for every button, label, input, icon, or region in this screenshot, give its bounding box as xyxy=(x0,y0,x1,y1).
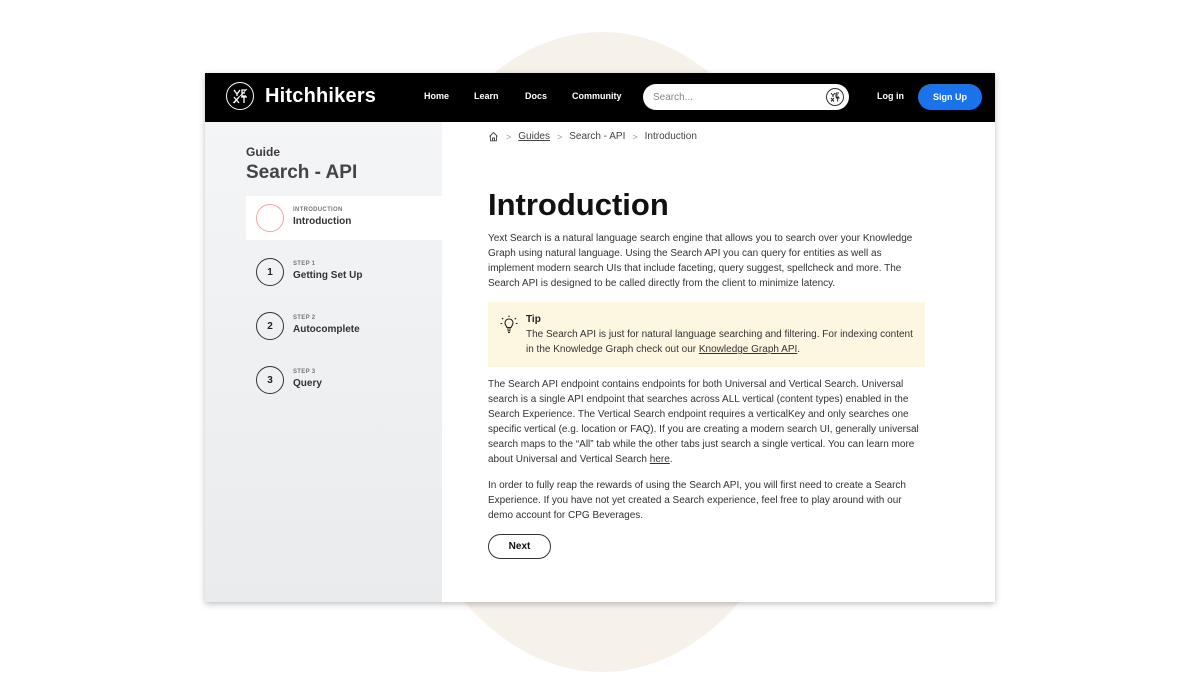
step-kicker: INTRODUCTION xyxy=(293,207,343,213)
intro-paragraph: Yext Search is a natural language search engine that allows you to search over your Knowledge Graph using natural language. Using the Search API you can query for entities as well as implement modern search UIs that include faceting, query suggest, spellcheck and more. The Search API is designed to be called directly from the client to minimize latency. xyxy=(488,233,913,289)
step-name: Query xyxy=(293,378,322,389)
home-icon[interactable] xyxy=(488,131,499,142)
tip-text: The Search API is just for natural language searching and filtering. For indexing content in the Knowledge Graph check out our xyxy=(526,329,913,355)
step-name: Introduction xyxy=(293,216,352,227)
nav-learn[interactable]: Learn xyxy=(474,91,499,101)
yext-logo-icon[interactable] xyxy=(226,82,254,110)
sidebar-step-3[interactable] xyxy=(246,358,442,402)
step-name: Autocomplete xyxy=(293,324,360,335)
breadcrumb-separator: > xyxy=(632,131,638,142)
page-title: Introduction xyxy=(488,187,669,222)
nav-docs[interactable]: Docs xyxy=(525,91,548,101)
tip-text-end: . xyxy=(797,344,801,355)
setup-paragraph: In order to fully reap the rewards of using the Search API, you will first need to create a Search Experience. If you have not yet created a Search experience, feel free to play around with our demo account for CPG Beverages. xyxy=(488,480,906,521)
yext-search-icon xyxy=(829,91,841,103)
endpoints-text: The Search API endpoint contains endpoints for both Universal and Vertical Search. Universal search is a single API endpoint that searches across ALL vertical (content types) enabled in the Search Experience. The Vertical Search endpoint requires a verticalKey and only searches one specific vertical (e.g. location or FAQ). If you are creating a modern search UI, generally universal search maps to the “All” tab while the other tabs just search a single vertical. You can learn more about Universal and Vertical Search xyxy=(488,379,919,465)
lightbulb-icon xyxy=(500,315,518,335)
step-circle xyxy=(256,204,284,232)
brand-name[interactable]: Hitchhikers xyxy=(265,85,377,107)
step-number-badge: 3 xyxy=(256,366,284,394)
endpoints-text-end: . xyxy=(669,454,673,465)
nav-home[interactable]: Home xyxy=(424,91,450,101)
here-link[interactable]: here xyxy=(649,454,670,465)
step-kicker: STEP 2 xyxy=(293,315,316,321)
breadcrumb-search-api[interactable]: Search - API xyxy=(569,131,626,142)
guide-sidebar xyxy=(205,122,442,602)
breadcrumb-separator: > xyxy=(506,131,512,142)
top-navigation-bar xyxy=(205,73,995,122)
step-number-badge: 2 xyxy=(256,312,284,340)
sidebar-step-2[interactable] xyxy=(246,304,442,348)
step-number-badge: 1 xyxy=(256,258,284,286)
login-link[interactable]: Log in xyxy=(877,91,904,101)
tip-callout xyxy=(488,302,925,367)
step-kicker: STEP 1 xyxy=(293,261,316,267)
sidebar-step-introduction[interactable] xyxy=(246,196,442,240)
search-input[interactable] xyxy=(643,84,849,110)
tip-title: Tip xyxy=(526,314,541,325)
browser-window xyxy=(205,73,995,602)
step-name: Getting Set Up xyxy=(293,270,363,281)
search-submit-button[interactable] xyxy=(826,88,844,106)
sidebar-step-1[interactable] xyxy=(246,250,442,294)
breadcrumb-separator: > xyxy=(556,131,563,142)
breadcrumb-guides[interactable]: Guides xyxy=(518,131,550,142)
guide-title: Search - API xyxy=(246,162,358,183)
step-kicker: STEP 3 xyxy=(293,369,316,375)
endpoints-paragraph xyxy=(488,377,926,467)
signup-button[interactable]: Sign Up xyxy=(918,84,982,110)
tip-body xyxy=(526,327,918,357)
breadcrumb-current: Introduction xyxy=(644,131,697,142)
knowledge-graph-api-link[interactable]: Knowledge Graph API xyxy=(698,344,798,355)
guide-label: Guide xyxy=(246,145,281,159)
nav-community[interactable]: Community xyxy=(572,91,622,101)
breadcrumb xyxy=(488,131,697,142)
next-button[interactable]: Next xyxy=(488,534,551,559)
